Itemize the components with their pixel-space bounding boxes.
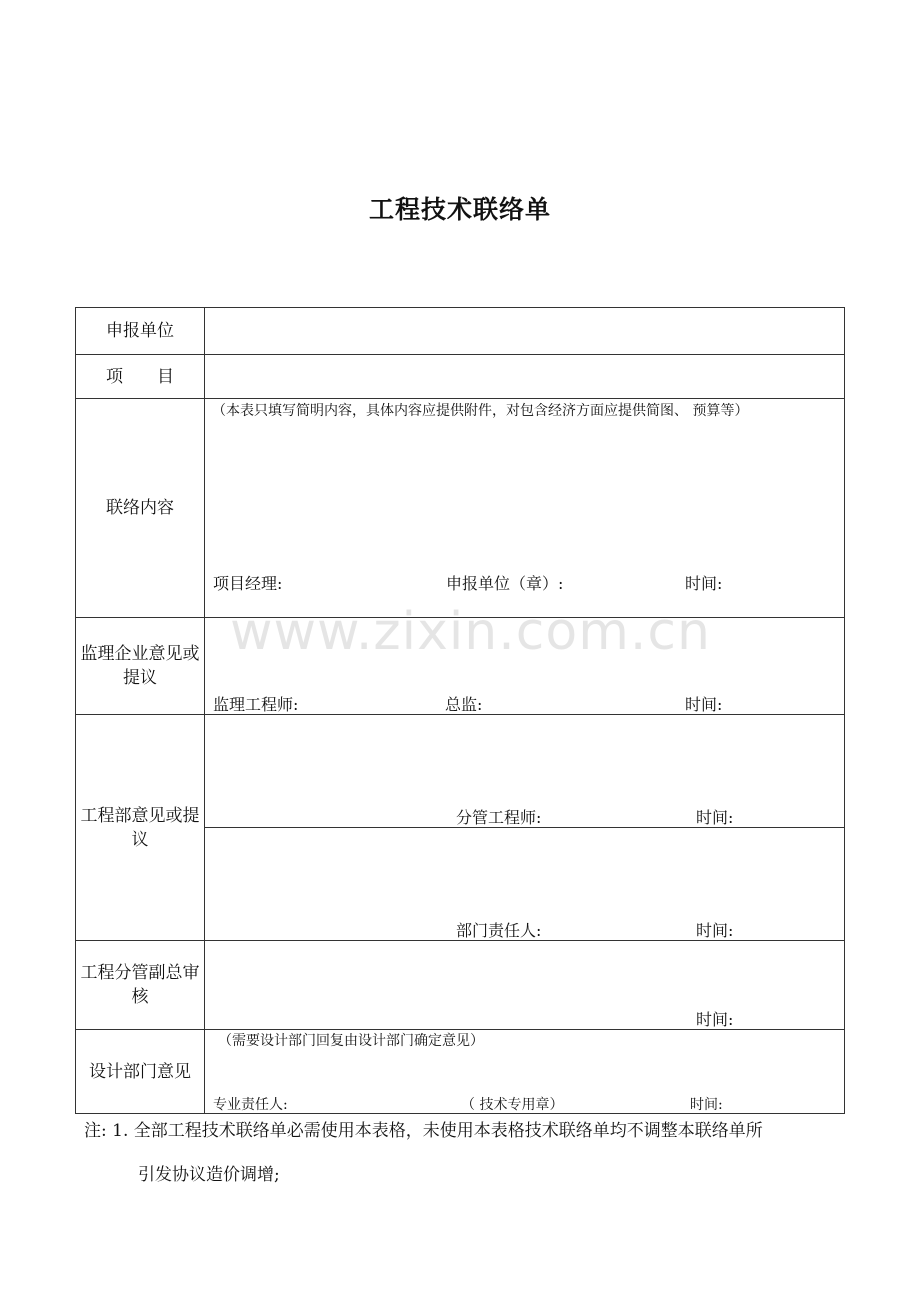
design-dept-note: （需要设计部门回复由设计部门确定意见） — [218, 1033, 484, 1049]
footnote-line-2: 引发协议造价调增; — [138, 1165, 280, 1185]
project-manager-label: 项目经理: — [213, 574, 283, 593]
unit-seal-label: 申报单位（章）: — [446, 574, 564, 593]
project-label: 项 目 — [106, 366, 174, 387]
supervisor-opinion-label: 监理企业意见或提议 — [80, 644, 200, 688]
engineering-time-label: 时间: — [696, 808, 734, 827]
contact-form-table — [75, 307, 845, 1114]
engineering-opinion-field[interactable] — [205, 715, 844, 800]
contact-content-note: （本表只填写简明内容，具体内容应提供附件，对包含经济方面应提供简图、 预算等） — [212, 403, 749, 419]
design-opinion-field[interactable] — [205, 1053, 844, 1093]
sub-engineer-label: 分管工程师: — [456, 808, 542, 827]
project-field[interactable] — [205, 355, 844, 398]
vp-time-label: 时间: — [696, 1010, 734, 1029]
professional-responsible-label: 专业责任人: — [213, 1097, 288, 1113]
watermark: www.zixin.com.cn — [230, 602, 711, 662]
footnote-line-1: 注: 1. 全部工程技术联络单必需使用本表格，未使用本表格技术联络单均不调整本联络单所 — [84, 1121, 763, 1141]
engineering-dept-label: 工程部意见或提议 — [80, 805, 200, 850]
vp-review-field[interactable] — [205, 941, 844, 1001]
contact-content-label: 联络内容 — [106, 498, 174, 518]
design-time-label: 时间: — [690, 1097, 723, 1113]
contact-time-label: 时间: — [685, 574, 723, 593]
supervisor-time-label: 时间: — [685, 695, 723, 714]
applicant-field[interactable] — [205, 308, 844, 354]
design-dept-label: 设计部门意见 — [89, 1061, 191, 1082]
page-title: 工程技术联络单 — [368, 195, 551, 224]
chief-supervisor-label: 总监: — [445, 695, 483, 714]
applicant-label: 申报单位 — [106, 321, 174, 341]
supervising-engineer-label: 监理工程师: — [213, 695, 299, 714]
vp-review-label: 工程分管副总审核 — [80, 963, 200, 1007]
contact-content-field[interactable] — [205, 448, 844, 568]
dept-head-time-label: 时间: — [696, 921, 734, 940]
dept-head-opinion-field[interactable] — [205, 828, 844, 913]
dept-head-label: 部门责任人: — [456, 921, 542, 940]
technical-seal-label: （ 技术专用章） — [461, 1097, 564, 1113]
